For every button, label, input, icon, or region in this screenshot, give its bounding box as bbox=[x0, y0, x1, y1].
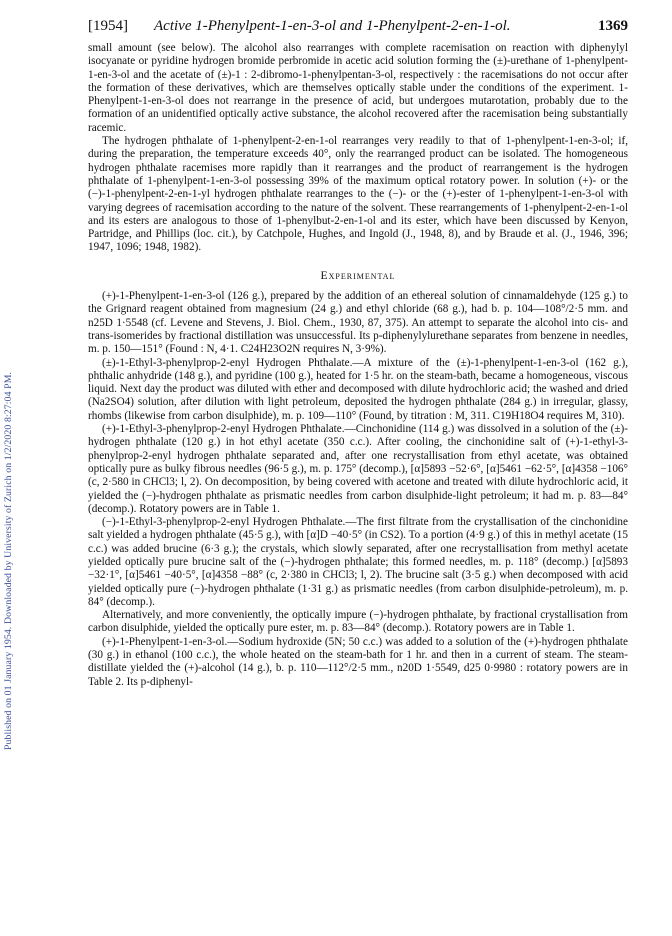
paragraph: small amount (see below). The alcohol also rearranges with complete racemisation on reaction with diphenylyl isocyanate or pyridine hydrogen bromide perbromide in acetic acid solution forming the (±)-urethane of 1-phenylpent-1-en-3-ol and the acetate of (±)-1 : 2-dibromo-1-phenylpentan-3-ol, respectively : the racemisations do not occur after the formation of these derivatives, which are themselves optically stable under the conditions of the experiment. 1-Phenylpent-1-en-3-ol does not rearrange in the presence of acid, but undergoes mutarotation, probably due to the formation of an unidentified optically active substance, the alcohol recovered after the racemisation being substantially racemic. bbox=[88, 42, 628, 134]
header-title: Active 1-Phenylpent-1-en-3-ol and 1-Phenylpent-2-en-1-ol. bbox=[154, 18, 511, 34]
page-number: 1369 bbox=[598, 18, 628, 34]
paragraph: The hydrogen phthalate of 1-phenylpent-2-en-1-ol rearranges very readily to that of 1-phenylpent-1-en-3-ol; if, during the preparation, the temperature exceeds 40°, only the rearranged product can be isolated. The homogeneous hydrogen phthalate racemises more rapidly than it rearranges and the product of rearrangement is the hydrogen phthalate of 1-phenylpent-1-en-3-ol possessing 39% of the maximum optical rotatory power. In solution (+)- or the (−)-1-phenylpent-2-en-1-yl hydrogen phthalate rearranges to the (−)- or the (+)-ester of 1-phenylpent-1-en-3-ol with varying degrees of racemisation according to the nature of the solvent. These rearrangements of 1-phenylpent-2-en-1-ol and its esters are analogous to those of 1-phenylbut-2-en-1-ol and its ester, which have been discussed by Kenyon, Partridge, and Phillips (loc. cit.), by Catchpole, Hughes, and Ingold (J., 1948, 8), and by Braude et al. (J., 1946, 396; 1947, 1096; 1948, 1982). bbox=[88, 135, 628, 254]
paragraph: Alternatively, and more conveniently, the optically impure (−)-hydrogen phthalate, by fractional crystallisation from carbon disulphide, yielded the optically pure ester, m. p. 83—84° (decomp.). Rotatory powers are in Table 1. bbox=[88, 609, 628, 635]
running-header bbox=[88, 18, 628, 40]
margin-text: Published on 01 January 1954. Downloaded by University of Zurich on 1/2/2020 8:27:04 PM. bbox=[3, 371, 14, 750]
paragraph: (−)-1-Ethyl-3-phenylprop-2-enyl Hydrogen Phthalate.—The first filtrate from the crystallisation of the cinchonidine salt yielded a hydrogen phthalate (45·5 g.), with [α]D −40·5° (in CS2). To a portion (4·9 g.) of this in methyl acetate (15 c.c.) was added brucine (6·3 g.); the crystals, which slowly separated, after one recrystallisation from methyl acetate yielded optically pure brucine salt of the (−)-hydrogen phthalate; this formed needles, m. p. 118° (decomp.) [α]5893 −32·1°, [α]5461 −40·5°, [α]4358 −88° (c, 2·380 in CHCl3; l, 2). The brucine salt (3·5 g.) when decomposed with acid yielded optically pure (−)-hydrogen phthalate (1·31 g.) as prismatic needles (from carbon disulphide-petroleum), m. p. 84° (decomp.). bbox=[88, 516, 628, 608]
paragraph: (+)-1-Ethyl-3-phenylprop-2-enyl Hydrogen Phthalate.—Cinchonidine (114 g.) was dissolved in a solution of the (±)-hydrogen phthalate (120 g.) in hot ethyl acetate (350 c.c.). After cooling, the cinchonidine salt of (+)-1-ethyl-3-phenylprop-2-enyl hydrogen phthalate separated and, after one recrystallisation from ethyl acetate, was obtained optically pure as bulky fibrous needles (96·5 g.), m. p. 175° (decomp.), [α]5893 −52·6°, [α]5461 −62·5°, [α]4358 −106° (c, 2·580 in CHCl3; l, 2). On decomposition, by being covered with acetone and treated with dilute hydrochloric acid, it yielded the (−)-hydrogen phthalate as prismatic needles from carbon disulphide-light petroleum; it had m. p. 83—84° (decomp.). Rotatory powers are in Table 1. bbox=[88, 423, 628, 515]
section-heading: Experimental bbox=[320, 268, 396, 282]
download-margin-note bbox=[3, 130, 17, 750]
paragraph: (±)-1-Ethyl-3-phenylprop-2-enyl Hydrogen Phthalate.—A mixture of the (±)-1-phenylpent-1-en-3-ol (162 g.), phthalic anhydride (148 g.), and pyridine (100 g.), heated for 1·5 hr. on the steam-bath, became a homogeneous, viscous liquid. Next day the product was diluted with ether and decomposed with dilute hydrochloric acid; the washed and dried (Na2SO4) solution, after dilution with light petroleum, deposited the hydrogen phthalate (284 g.) in irregular, glassy, rhombs (likewise from carbon disulphide), m. p. 109—110° (Found, by titration : M, 311. C19H18O4 requires M, 310). bbox=[88, 356, 628, 422]
header-year: [1954] bbox=[88, 18, 128, 34]
paragraph: (+)-1-Phenylpent-1-en-3-ol.—Sodium hydroxide (5N; 50 c.c.) was added to a solution of the (+)-hydrogen phthalate (30 g.) in ethanol (100 c.c.), the whole heated on the steam-bath for 1 hr. and then in a current of steam. The steam-distillate yielded the (+)-alcohol (14 g.), b. p. 110—112°/2·5 mm., n20D 1·5549, d25 0·9980 : rotatory powers are in Table 2. Its p-diphenyl- bbox=[88, 635, 628, 688]
article-body bbox=[88, 42, 628, 689]
paragraph: (+)-1-Phenylpent-1-en-3-ol (126 g.), prepared by the addition of an ethereal solution of cinnamaldehyde (125 g.) to the Grignard reagent obtained from magnesium (24 g.) and ethyl chloride (68 g.), had b. p. 104—108°/2·5 mm. and n25D 1·5548 (cf. Levene and Stevens, J. Biol. Chem., 1930, 87, 375). An attempt to separate the alcohol into cis- and trans-isomerides by fractional distillation was unsuccessful. Its p-diphenylylurethane separates from benzene in needles, m. p. 150—151° (Found : N, 4·1. C24H23O2N requires N, 3·9%). bbox=[88, 290, 628, 356]
